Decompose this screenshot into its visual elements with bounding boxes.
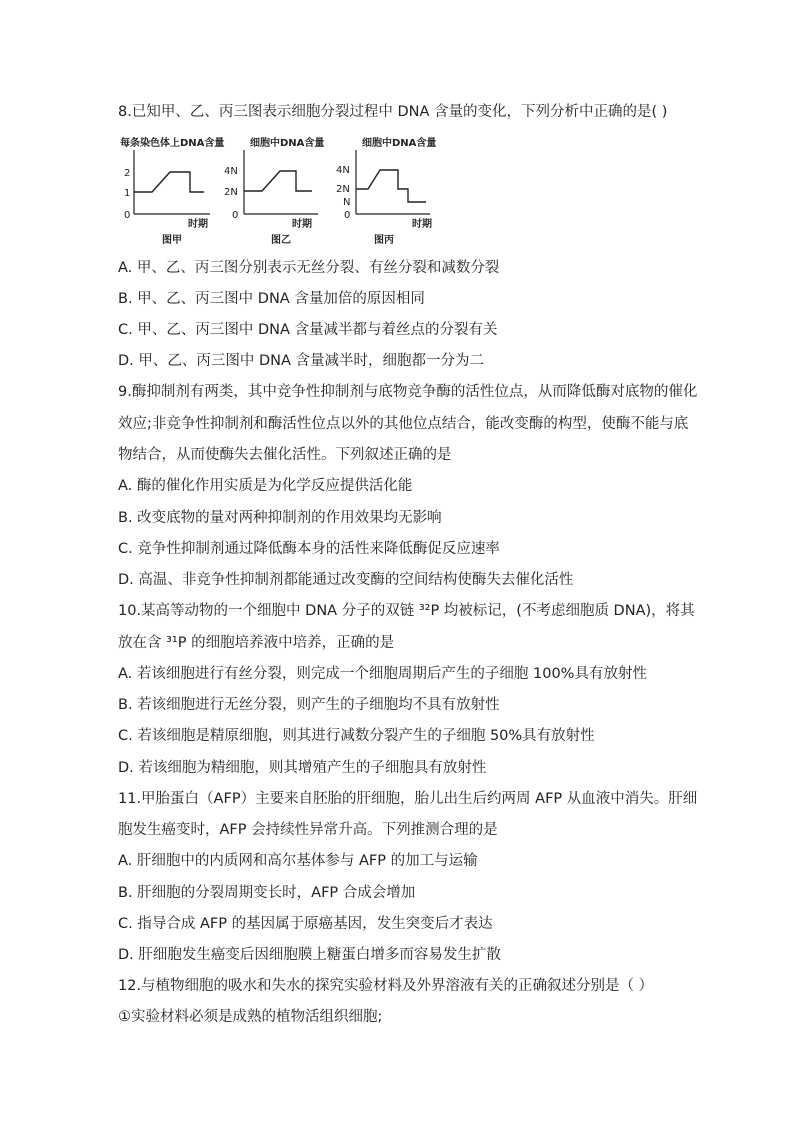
graph-bing-ytick: N — [343, 197, 351, 208]
q11-stem-line: 11.甲胎蛋白（AFP）主要来自胚胎的肝细胞，胎儿出生后约两周 AFP 从血液中消失。肝细 — [118, 791, 698, 807]
graph-jia-ytick: 0 — [124, 210, 131, 221]
q10-option-a: A. 若该细胞进行有丝分裂，则完成一个细胞周期后产生的子细胞 100%具有放射性 — [118, 666, 647, 682]
graph-yi-curve — [244, 171, 312, 191]
graph-jia-caption: 图甲 — [162, 235, 182, 246]
q11-option-c: C. 指导合成 AFP 的基因属于原癌基因，发生突变后才表达 — [118, 916, 493, 932]
graph-yi-ylabel: 细胞中DNA含量 — [250, 138, 325, 149]
graph-bing-xlabel: 时期 — [412, 219, 432, 230]
q8-option-a: A. 甲、乙、丙三图分别表示无丝分裂、有丝分裂和减数分裂 — [118, 260, 500, 276]
q8-option-c: C. 甲、乙、丙三图中 DNA 含量减半都与着丝点的分裂有关 — [118, 322, 498, 338]
graph-jia-xlabel: 时期 — [188, 219, 208, 230]
graph-jia — [120, 136, 224, 246]
q11-option-d: D. 肝细胞发生癌变后因细胞膜上糖蛋白增多而容易发生扩散 — [118, 947, 501, 963]
graph-bing — [336, 136, 436, 246]
q10-option-b: B. 若该细胞进行无丝分裂，则产生的子细胞均不具有放射性 — [118, 697, 500, 713]
q9-stem-line: 物结合，从而使酶失去催化活性。下列叙述正确的是 — [118, 447, 452, 463]
graph-jia-ytick: 2 — [124, 168, 131, 179]
graph-yi-ytick: 4N — [224, 166, 238, 177]
q9-option-d: D. 高温、非竞争性抑制剂都能通过改变酶的空间结构使酶失去催化活性 — [118, 572, 574, 588]
graph-yi-ytick: 0 — [232, 210, 239, 221]
q8-stem: 8.已知甲、乙、丙三图表示细胞分裂过程中 DNA 含量的变化，下列分析中正确的是( ) — [118, 104, 668, 120]
q9-stem-line: 效应;非竞争性抑制剂和酶活性位点以外的其他位点结合，能改变酶的构型，使酶不能与底 — [118, 416, 689, 432]
q12-stem: 12.与植物细胞的吸水和失水的探究实验材料及外界溶液有关的正确叙述分别是（ ） — [118, 978, 654, 994]
graph-bing-curve — [356, 170, 426, 202]
graph-bing-ylabel: 细胞中DNA含量 — [362, 138, 437, 149]
q10-stem-line: 放在含 ³¹P 的细胞培养液中培养，正确的是 — [118, 635, 395, 651]
q9-stem-line: 9.酶抑制剂有两类，其中竞争性抑制剂与底物竞争酶的活性位点，从而降低酶对底物的催化 — [118, 384, 698, 400]
q11-option-b: B. 肝细胞的分裂周期变长时，AFP 合成会增加 — [118, 885, 416, 901]
q8-option-b: B. 甲、乙、丙三图中 DNA 含量加倍的原因相同 — [118, 291, 425, 307]
q11-stem-line: 胞发生癌变时，AFP 会持续性异常升高。下列推测合理的是 — [118, 822, 498, 838]
q8-option-d: D. 甲、乙、丙三图中 DNA 含量减半时，细胞都一分为二 — [118, 353, 485, 369]
graph-yi-caption: 图乙 — [271, 235, 291, 246]
graph-bing-ytick: 2N — [336, 184, 350, 195]
q10-stem-line: 10.某高等动物的一个细胞中 DNA 分子的双链 ³²P 均被标记，(不考虑细胞质 DNA)，将其 — [118, 603, 695, 619]
q8-figure — [118, 128, 448, 250]
q9-option-a: A. 酶的催化作用实质是为化学反应提供活化能 — [118, 478, 413, 494]
q12-item-1: ①实验材料必须是成熟的植物活组织细胞; — [118, 1009, 383, 1025]
graph-jia-curve — [134, 172, 204, 192]
q9-option-c: C. 竞争性抑制剂通过降低酶本身的活性来降低酶促反应速率 — [118, 541, 500, 557]
graph-yi-xlabel: 时期 — [292, 219, 312, 230]
graph-jia-ytick: 1 — [124, 188, 131, 199]
graph-bing-ytick: 0 — [344, 210, 351, 221]
graph-yi — [224, 136, 324, 246]
q9-option-b: B. 改变底物的量对两种抑制剂的作用效果均无影响 — [118, 510, 442, 526]
graph-bing-ytick: 4N — [336, 165, 350, 176]
q10-option-c: C. 若该细胞是精原细胞，则其进行减数分裂产生的子细胞 50%具有放射性 — [118, 728, 595, 744]
graph-jia-ylabel: 每条染色体上DNA含量 — [120, 138, 225, 149]
graph-yi-ytick: 2N — [224, 187, 238, 198]
q10-option-d: D. 若该细胞为精细胞，则其增殖产生的子细胞具有放射性 — [118, 760, 487, 776]
graph-bing-caption: 图丙 — [374, 235, 394, 246]
q11-option-a: A. 肝细胞中的内质网和高尔基体参与 AFP 的加工与运输 — [118, 853, 478, 869]
